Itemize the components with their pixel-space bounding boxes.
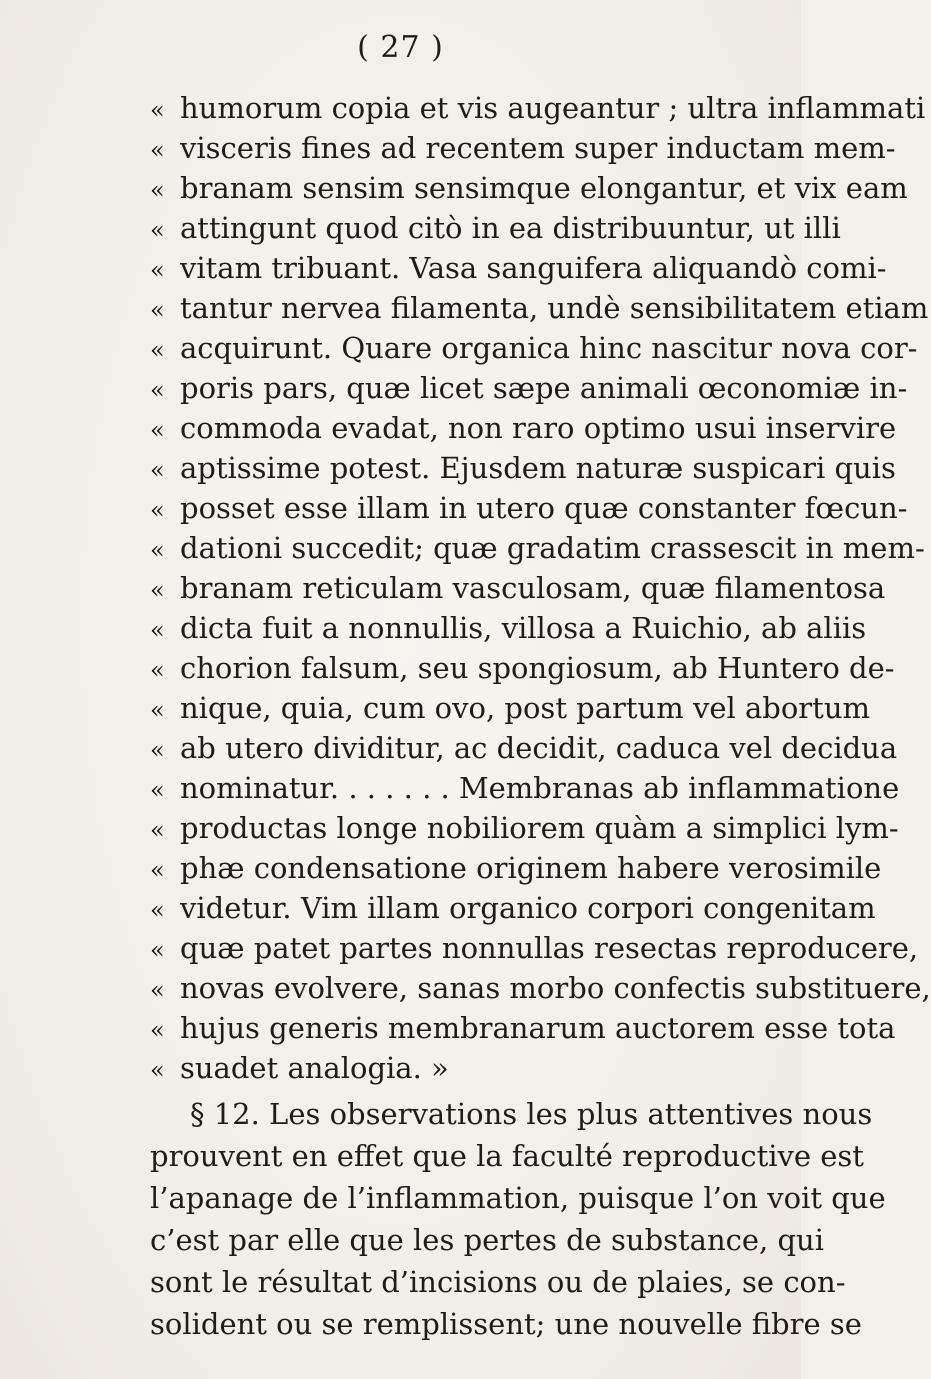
quote-mark: «	[150, 896, 165, 924]
text-line	[150, 408, 896, 448]
text-line	[150, 888, 876, 928]
line-text: aptissime potest. Ejusdem naturæ suspicari quis	[180, 451, 896, 485]
text-line	[150, 368, 907, 408]
line-text: branam reticulam vasculosam, quæ filamentosa	[180, 571, 886, 605]
quote-mark: «	[150, 776, 165, 804]
page-number: ( 27 )	[357, 30, 444, 65]
text-line	[150, 928, 918, 968]
text-line	[150, 1136, 864, 1176]
text-line	[150, 648, 895, 688]
text-line	[150, 1220, 824, 1260]
quote-mark: «	[150, 736, 165, 764]
quote-mark: «	[150, 96, 165, 124]
line-text: sont le résultat d’incisions ou de plaies, se con-	[150, 1265, 846, 1299]
quote-mark: «	[150, 376, 165, 404]
line-text: dicta fuit a nonnullis, villosa a Ruichio, ab aliis	[180, 611, 867, 645]
line-text: poris pars, quæ licet sæpe animali œconomiæ in-	[180, 371, 908, 405]
text-line	[150, 208, 841, 248]
quote-mark: «	[150, 616, 165, 644]
quote-mark: «	[150, 576, 165, 604]
quote-mark: «	[150, 1016, 165, 1044]
line-text: l’apanage de l’inflammation, puisque l’on voit que	[150, 1181, 886, 1215]
quote-mark: «	[150, 256, 165, 284]
line-text: productas longe nobiliorem quàm a simplici lym-	[180, 811, 899, 845]
quote-mark: «	[150, 296, 165, 324]
line-text: commoda evadat, non raro optimo usui inservire	[180, 411, 897, 445]
paragraph-start-line	[190, 1094, 872, 1134]
quote-mark: «	[150, 216, 165, 244]
text-line	[150, 488, 907, 528]
line-text: visceris fines ad recentem super inductam mem-	[180, 131, 896, 165]
line-text: nominatur. . . . . . . Membranas ab inflammatione	[180, 771, 900, 805]
text-line	[150, 608, 866, 648]
text-line	[150, 328, 917, 368]
text-line	[150, 448, 896, 488]
line-text: videtur. Vim illam organico corpori congenitam	[180, 891, 876, 925]
line-text: chorion falsum, seu spongiosum, ab Huntero de-	[180, 651, 895, 685]
line-text: posset esse illam in utero quæ constanter fœcun-	[180, 491, 908, 525]
quote-mark: «	[150, 976, 165, 1004]
line-text: suadet analogia. »	[180, 1051, 449, 1085]
text-line	[150, 848, 881, 888]
line-text: phæ condensatione originem habere verosimile	[180, 851, 882, 885]
quote-mark: «	[150, 1056, 165, 1084]
line-text: nique, quia, cum ovo, post partum vel abortum	[180, 691, 870, 725]
quote-mark: «	[150, 536, 165, 564]
text-line	[150, 768, 899, 808]
line-text: branam sensim sensimque elongantur, et vix eam	[180, 171, 908, 205]
line-text: dationi succedit; quæ gradatim crassescit in mem-	[180, 531, 925, 565]
quote-mark: «	[150, 816, 165, 844]
quote-mark: «	[150, 336, 165, 364]
text-line	[150, 688, 870, 728]
text-line	[150, 1262, 846, 1302]
text-line	[150, 1048, 449, 1088]
line-text: prouvent en effet que la faculté reproductive est	[150, 1139, 864, 1173]
line-text: vitam tribuant. Vasa sanguifera aliquandò comi-	[180, 251, 887, 285]
text-line	[150, 808, 899, 848]
text-line	[150, 1304, 862, 1344]
quote-mark: «	[150, 176, 165, 204]
text-line	[150, 728, 897, 768]
line-text: c’est par elle que les pertes de substance, qui	[150, 1223, 824, 1257]
text-line	[150, 528, 925, 568]
quote-mark: «	[150, 456, 165, 484]
quote-mark: «	[150, 936, 165, 964]
quote-mark: «	[150, 656, 165, 684]
text-line	[150, 168, 908, 208]
line-text: quæ patet partes nonnullas resectas reproducere,	[180, 931, 919, 965]
quote-mark: «	[150, 416, 165, 444]
text-line	[150, 968, 931, 1008]
line-text: humorum copia et vis augeantur ; ultra inflammati	[180, 91, 926, 125]
line-text: ab utero dividitur, ac decidit, caduca vel decidua	[180, 731, 898, 765]
line-text: tantur nervea filamenta, undè sensibilitatem etiam	[180, 291, 929, 325]
quote-mark: «	[150, 136, 165, 164]
text-line	[150, 88, 925, 128]
text-line	[150, 1178, 886, 1218]
quote-mark: «	[150, 496, 165, 524]
line-text: hujus generis membranarum auctorem esse tota	[180, 1011, 896, 1045]
line-text: novas evolvere, sanas morbo confectis substituere,	[180, 971, 931, 1005]
text-line	[150, 248, 887, 288]
text-line	[150, 288, 928, 328]
line-text: acquirunt. Quare organica hinc nascitur nova cor-	[180, 331, 918, 365]
line-text: § 12. Les observations les plus attentives nous	[190, 1097, 873, 1131]
line-text: solident ou se remplissent; une nouvelle fibre se	[150, 1307, 862, 1341]
line-text: attingunt quod citò in ea distribuuntur, ut illi	[180, 211, 841, 245]
text-line	[150, 128, 896, 168]
quote-mark: «	[150, 856, 165, 884]
text-line	[150, 568, 885, 608]
text-line	[150, 1008, 895, 1048]
quote-mark: «	[150, 696, 165, 724]
